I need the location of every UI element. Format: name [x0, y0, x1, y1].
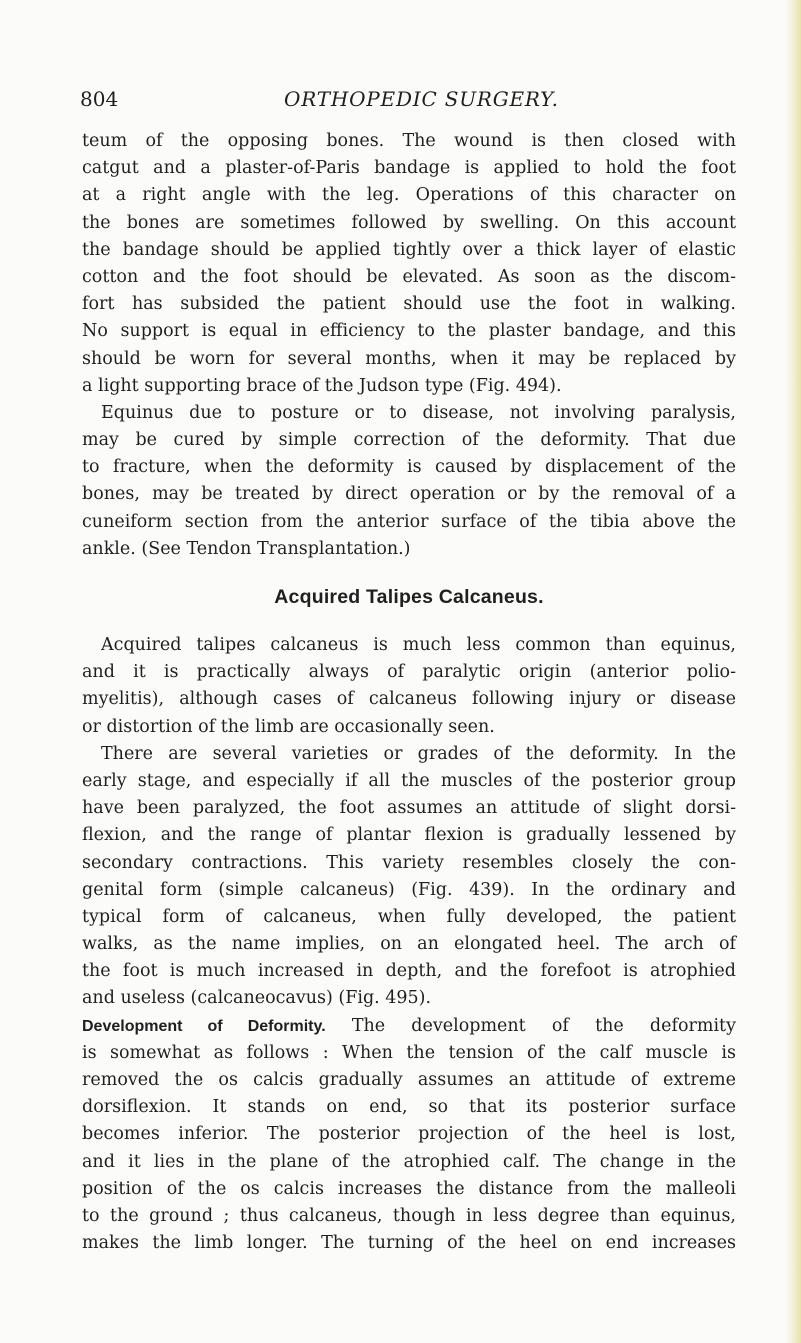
text-line: is somewhat as follows : When the tension of the calf muscle is	[82, 1042, 736, 1063]
text-line: removed the os calcis gradually assumes an attitude of extreme	[82, 1070, 736, 1090]
text-line: and useless (calcaneocavus) (Fig. 495).	[82, 988, 432, 1009]
text-line: the bandage should be applied tightly over a thick layer of elastic	[82, 239, 736, 260]
paragraph-1	[82, 128, 736, 400]
text-line: fort has subsided the patient should use the foot in walking.	[82, 294, 736, 315]
page-edge-tint	[785, 0, 801, 1343]
run-in-heading: Development of Deformity.	[82, 1017, 326, 1035]
paragraph-5	[82, 1013, 736, 1258]
text-line: the foot is much increased in depth, and the forefoot is atrophied	[82, 961, 736, 982]
text-line: flexion, and the range of plantar flexion is gradually lessened by	[82, 825, 736, 846]
text-line: There are several varieties or grades of the deformity. In the	[101, 743, 736, 764]
text-line: to fracture, when the deformity is caused by displacement of the	[82, 457, 736, 478]
text-line: bones, may be treated by direct operation or by the removal of a	[82, 484, 736, 505]
text-line: catgut and a plaster-of-Paris bandage is applied to hold the foot	[82, 158, 736, 179]
text-line-with-run-in	[82, 1013, 736, 1040]
text-line: typical form of calcaneus, when fully developed, the patient	[82, 906, 736, 927]
paragraph-2	[82, 400, 736, 563]
paragraph-3	[82, 632, 736, 741]
text-line: makes the limb longer. The turning of the heel on end increases	[82, 1233, 736, 1254]
text-line: walks, as the name implies, on an elongated heel. The arch of	[82, 934, 736, 955]
text-line: or distortion of the limb are occasionally seen.	[82, 716, 495, 737]
text-line: and it is practically always of paralytic origin (anterior polio-	[82, 662, 736, 683]
text-line: secondary contractions. This variety resembles closely the con-	[82, 852, 736, 873]
text-line: cotton and the foot should be elevated. As soon as the discom-	[82, 266, 736, 287]
text-line: No support is equal in efficiency to the plaster bandage, and this	[82, 321, 736, 342]
text-line: cuneiform section from the anterior surface of the tibia above the	[82, 511, 736, 532]
paragraph-4	[82, 741, 736, 1013]
text-line-rest: The development of the deformity	[351, 1015, 736, 1036]
text-line: may be cured by simple correction of the deformity. That due	[82, 430, 736, 451]
page-header	[80, 86, 740, 112]
text-line: Equinus due to posture or to disease, not involving paralysis,	[101, 402, 736, 423]
text-line: becomes inferior. The posterior projection of the heel is lost,	[82, 1124, 736, 1145]
section-heading: Acquired Talipes Calcaneus.	[274, 586, 544, 608]
running-title: ORTHOPEDIC SURGERY.	[284, 87, 559, 111]
text-line: myelitis), although cases of calcaneus following injury or disease	[82, 689, 736, 710]
text-line: a light supporting brace of the Judson type (Fig. 494).	[82, 375, 562, 396]
page-number: 804	[80, 87, 119, 111]
text-line: Acquired talipes calcaneus is much less common than equinus,	[101, 635, 736, 655]
text-line: and it lies in the plane of the atrophied calf. The change in the	[82, 1151, 736, 1172]
text-line: to the ground ; thus calcaneus, though in less degree than equinus,	[82, 1205, 736, 1226]
text-line: have been paralyzed, the foot assumes an attitude of slight dorsi-	[82, 798, 736, 819]
text-line: ankle. (See Tendon Transplantation.)	[82, 538, 411, 559]
text-line: at a right angle with the leg. Operations of this character on	[82, 185, 736, 206]
text-line: the bones are sometimes followed by swelling. On this account	[82, 212, 736, 233]
text-line: should be worn for several months, when it may be replaced by	[82, 348, 736, 369]
text-line: dorsiflexion. It stands on end, so that its posterior surface	[82, 1097, 736, 1118]
text-line: genital form (simple calcaneus) (Fig. 439). In the ordinary and	[82, 879, 736, 900]
text-line: teum of the opposing bones. The wound is then closed with	[82, 131, 736, 151]
text-line: position of the os calcis increases the distance from the malleoli	[82, 1178, 736, 1199]
body-text	[82, 128, 736, 1257]
text-line: early stage, and especially if all the muscles of the posterior group	[82, 770, 736, 791]
